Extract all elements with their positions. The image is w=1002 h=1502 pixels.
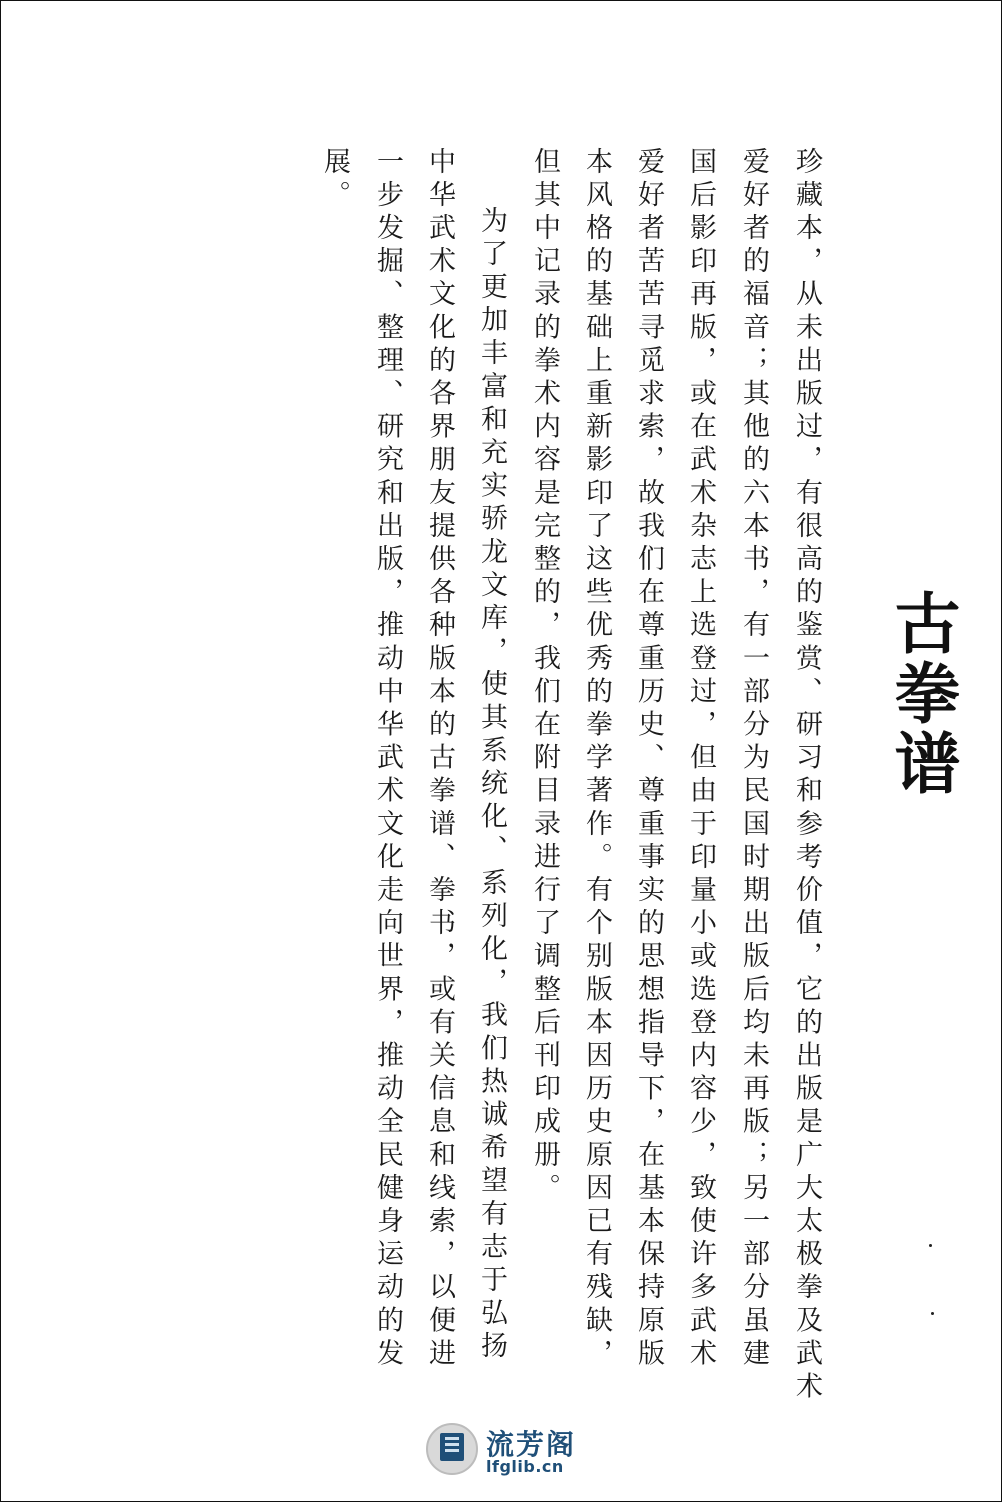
text-column-5: 本风格的基础上重新影印了这些优秀的拳学著作。有个别版本因历史原因已有残缺， (581, 147, 612, 1372)
margin-dot (929, 1244, 932, 1247)
text-column-4: 爱好者苦苦寻觅求索，故我们在尊重历史、尊重事实的思想指导下，在基本保持原版 (633, 147, 664, 1372)
watermark-name: 流芳阁 (486, 1428, 577, 1461)
margin-dot (931, 1312, 934, 1315)
text-column-8: 中华武术文化的各界朋友提供各种版本的古拳谱、拳书，或有关信息和线索，以便进 (424, 147, 455, 1372)
page-title: 古拳谱 (883, 589, 961, 799)
text-column-6: 但其中记录的拳术内容是完整的，我们在附目录进行了调整后刊印成册。 (529, 147, 560, 1207)
text-column-3: 国后影印再版，或在武术杂志上选登过，但由于印量小或选登内容少，致使许多武术 (685, 147, 716, 1372)
watermark-url: lfglib.cn (486, 1457, 564, 1476)
watermark-logo (426, 1421, 586, 1477)
text-column-1: 珍藏本，从未出版过，有很高的鉴赏、研习和参考价值，它的出版是广大太极拳及武术 (791, 147, 822, 1405)
book-lines-icon (445, 1437, 459, 1440)
text-column-7: 为了更加丰富和充实骄龙文库，使其系统化、系列化，我们热诚希望有志于弘扬 (476, 206, 507, 1365)
text-column-9: 一步发掘、整理、研究和出版，推动中华武术文化走向世界，推动全民健身运动的发 (372, 147, 403, 1372)
text-column-2: 爱好者的福音；其他的六本书，有一部分为民国时期出版后均未再版；另一部分虽建 (738, 147, 769, 1372)
text-column-10: 展。 (319, 147, 350, 214)
